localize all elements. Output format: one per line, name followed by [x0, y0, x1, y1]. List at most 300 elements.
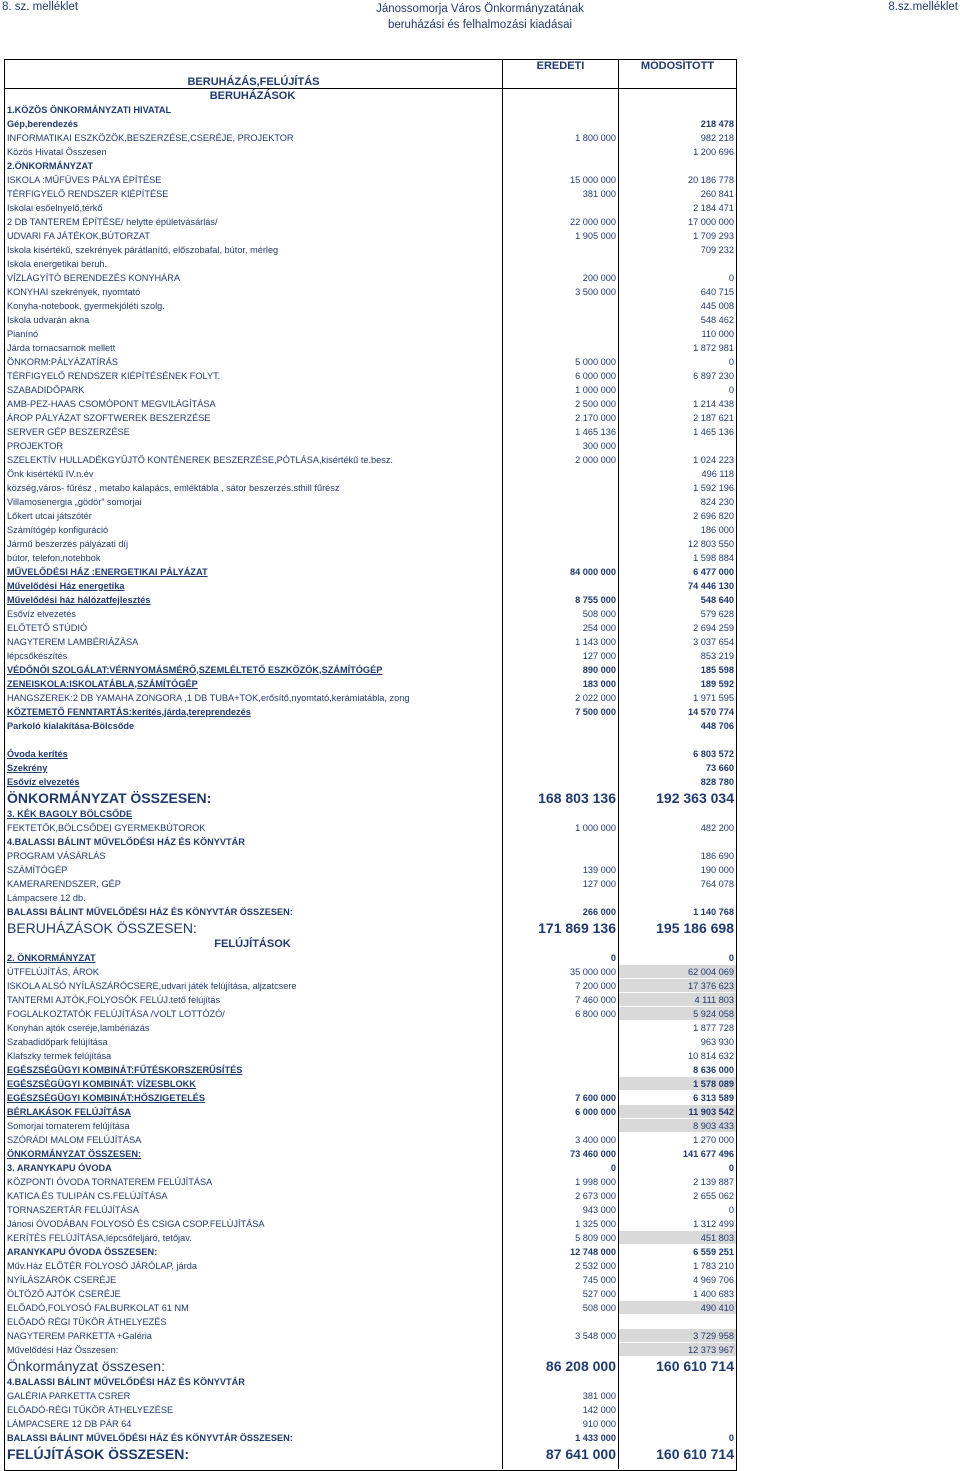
row-original-value [503, 313, 619, 327]
row-description: Konyha-notebook, gyermekjóléti szolg. [7, 300, 165, 311]
row-original-value [503, 327, 619, 341]
table-row [5, 821, 737, 835]
row-original-value: 1 143 000 [575, 636, 616, 647]
row-description: SERVER GÉP BESZERZÉSE [7, 426, 130, 437]
row-description: ELŐTETŐ STÚDIÓ [7, 622, 88, 633]
row-modified-value: 62 004 069 [619, 965, 737, 979]
row-original-value [503, 467, 619, 481]
row-description: SZÓRÁDI MALOM FELÚJÍTÁSA [7, 1134, 142, 1145]
table-row [5, 607, 737, 621]
table-row [5, 551, 737, 565]
table-row [5, 355, 737, 369]
row-modified-value: 1 140 768 [693, 906, 734, 917]
row-original-value [503, 257, 619, 271]
table-row [5, 891, 737, 905]
row-modified-value [619, 1417, 737, 1431]
row-original-value [503, 891, 619, 905]
row-original-value: 5 809 000 [575, 1232, 616, 1243]
row-modified-value: 12 373 967 [619, 1343, 737, 1357]
row-original-value: 0 [610, 952, 616, 963]
row-original-value [503, 201, 619, 215]
row-modified-value [619, 1403, 737, 1417]
row-description: ÚTFELÚJÍTÁS, ÁROK [7, 966, 99, 977]
row-modified-value: 963 930 [700, 1036, 734, 1047]
row-original-value: 508 000 [582, 1302, 616, 1313]
row-description: TÉRFIGYELŐ RENDSZER KIÉPÍTÉSÉNEK FOLYT. [7, 370, 221, 381]
table-row [5, 1007, 737, 1021]
row-description: bútor, telefon,notebbok [7, 552, 101, 563]
table-header-row [5, 60, 737, 89]
row-description: 1.KÖZÖS ÖNKORMÁNYZATI HIVATAL [7, 104, 172, 115]
row-modified-value: 260 841 [700, 188, 734, 199]
row-modified-value: 448 706 [700, 720, 734, 731]
row-original-value: 35 000 000 [570, 966, 616, 977]
row-modified-value: 20 186 778 [688, 174, 734, 185]
table-row [5, 481, 737, 495]
row-description: LÁMPACSERE 12 DB PÁR 64 [7, 1418, 132, 1429]
row-description: Óvoda kerítés [7, 748, 68, 759]
table-row [5, 1049, 737, 1063]
row-modified-value: 982 218 [700, 132, 734, 143]
row-description: TANTERMI AJTÓK,FOLYOSÓK FELÚJ.tető felújítás [7, 994, 221, 1005]
row-description: 3. KÉK BAGOLY BÖLCSŐDE [7, 808, 133, 819]
table-row [5, 1105, 737, 1119]
row-description: TÉRFIGYELŐ RENDSZER KIÉPÍTÉSE [7, 188, 169, 199]
row-original-value: 910 000 [582, 1418, 616, 1429]
row-description: Műv.Ház ELŐTÉR FOLYOSÓ JÁRÓLAP, járda [7, 1260, 197, 1271]
table-row [5, 285, 737, 299]
header-left: 8. sz. melléklet [2, 1, 79, 13]
row-description: ISKOLA ALSÓ NYÍLÁSZÁRÓCSERE,udvari játék felújítása, aljzatcsere [7, 980, 297, 991]
row-modified-value: 1 024 223 [693, 454, 734, 465]
row-original-value [503, 719, 619, 733]
table-row [5, 1375, 737, 1389]
row-original-value: 142 000 [582, 1404, 616, 1415]
row-modified-value: 3 729 958 [619, 1329, 737, 1343]
section-heading: BERUHÁZÁSOK [209, 89, 296, 102]
row-description: Klafszky termek felújítása [7, 1050, 112, 1061]
row-original-value: 183 000 [582, 678, 616, 689]
row-original-value [503, 509, 619, 523]
col-eredeti-text: EREDETI [536, 60, 585, 72]
row-description: Számítógép konfiguráció [7, 524, 109, 535]
row-description [5, 733, 503, 747]
row-original-value [503, 807, 619, 821]
row-description: TORNASZERTÁR FELÚJÍTÁSA [7, 1204, 139, 1215]
row-modified-value: 74 446 130 [688, 580, 734, 591]
row-modified-value [619, 1375, 737, 1389]
row-description: Művelődési Ház Összesen: [7, 1344, 119, 1355]
row-modified-value: 185 598 [700, 664, 734, 675]
row-description: Konyhán ajtók cseréje,lambériázás [7, 1022, 150, 1033]
row-original-value: 943 000 [582, 1204, 616, 1215]
section-heading-row [5, 89, 737, 103]
row-original-value: 87 641 000 [545, 1445, 616, 1462]
row-original-value: 127 000 [582, 878, 616, 889]
row-original-value: 2 673 000 [575, 1190, 616, 1201]
empty-cell [619, 937, 737, 951]
row-original-value: 2 000 000 [575, 454, 616, 465]
row-original-value: 1 000 000 [575, 384, 616, 395]
row-original-value [503, 733, 619, 747]
row-description: KÖZPONTI ÓVODA TORNATEREM FELÚJÍTÁSA [7, 1176, 213, 1187]
table-row [5, 243, 737, 257]
row-modified-value: 3 037 654 [693, 636, 734, 647]
row-original-value [503, 1035, 619, 1049]
table-row [5, 691, 737, 705]
table-row [5, 649, 737, 663]
row-modified-value [619, 439, 737, 453]
row-modified-value: 6 477 000 [693, 566, 734, 577]
row-description: Iskola udvarán akna [7, 314, 90, 325]
row-modified-value: 0 [728, 1162, 734, 1173]
row-modified-value: 0 [728, 384, 734, 395]
row-original-value: 8 755 000 [575, 594, 616, 605]
table-row [5, 1217, 737, 1231]
row-modified-value: 1 877 728 [693, 1022, 734, 1033]
row-modified-value [619, 1315, 737, 1329]
row-description: KAMERARENDSZER, GÉP [7, 878, 121, 889]
row-original-value: 6 800 000 [575, 1008, 616, 1019]
table-row [5, 453, 737, 467]
section-heading: FELÚJÍTÁSOK [214, 937, 291, 950]
row-original-value: 7 200 000 [575, 980, 616, 991]
table-row [5, 131, 737, 145]
row-description: Villamosenergia „gödör” somorjai [7, 496, 142, 507]
row-original-value [503, 551, 619, 565]
table-title-text: BERUHÁZÁS,FELÚJÍTÁS [187, 76, 320, 88]
row-description: PROJEKTOR [7, 440, 63, 451]
row-modified-value: 0 [728, 1432, 734, 1443]
row-original-value: 1 800 000 [575, 132, 616, 143]
row-description: KONYHAI szekrények, nyomtató [7, 286, 141, 297]
row-modified-value: 548 462 [700, 314, 734, 325]
table-row [5, 719, 737, 733]
row-modified-value: 1 312 499 [693, 1218, 734, 1229]
table-row [5, 271, 737, 285]
row-modified-value: 1 200 696 [693, 146, 734, 157]
row-original-value [503, 159, 619, 173]
row-original-value: 7 460 000 [575, 994, 616, 1005]
row-description: VÍZLÁGYÍTÓ BERENDEZÉS KONYHÁRA [7, 272, 181, 283]
table-row [5, 807, 737, 821]
row-modified-value: 73 660 [705, 762, 734, 773]
table-row [5, 877, 737, 891]
row-original-value [503, 243, 619, 257]
row-modified-value: 12 803 550 [688, 538, 734, 549]
row-description: BALASSI BÁLINT MŰVELŐDÉSI HÁZ ÉS KÖNYVTÁR ÖSSZESEN: [7, 906, 293, 917]
row-description: ÖNKORMÁNYZAT ÖSSZESEN: [7, 789, 212, 806]
row-original-value: 381 000 [582, 188, 616, 199]
table-row [5, 537, 737, 551]
row-description: PROGRAM VÁSÁRLÁS [7, 850, 106, 861]
row-modified-value: 1 578 089 [619, 1077, 737, 1091]
row-modified-value [619, 733, 737, 747]
row-modified-value: 853 219 [700, 650, 734, 661]
row-description: FOGLALKOZTATÓK FELÚJÍTÁSA /VOLT LOTTÓZÓ/ [7, 1008, 225, 1019]
row-description: Esővíz elvezetés [7, 608, 76, 619]
row-modified-value: 0 [728, 1204, 734, 1215]
row-modified-value: 0 [728, 272, 734, 283]
empty-cell [619, 89, 737, 103]
row-description: Lőkert utcai játszótér [7, 510, 92, 521]
row-modified-value: 186 000 [700, 524, 734, 535]
table-row [5, 159, 737, 173]
table-row [5, 425, 737, 439]
table-row [5, 621, 737, 635]
row-description: KATICA ÉS TULIPÁN CS.FELÚJÍTÁSA [7, 1190, 168, 1201]
row-modified-value: 14 570 774 [688, 706, 734, 717]
table-row [5, 951, 737, 965]
row-modified-value: 0 [728, 356, 734, 367]
row-description: 2.ÖNKORMÁNYZAT [7, 160, 94, 171]
row-original-value: 139 000 [582, 864, 616, 875]
row-modified-value: 17 000 000 [688, 216, 734, 227]
table-row [5, 299, 737, 313]
table-row [5, 215, 737, 229]
row-modified-value: 451 803 [619, 1231, 737, 1245]
row-description: 4.BALASSI BÁLINT MŰVELŐDÉSI HÁZ ÉS KÖNYVTÁR [7, 1376, 245, 1387]
row-original-value: 73 460 000 [570, 1148, 616, 1159]
row-original-value: 2 170 000 [575, 412, 616, 423]
row-original-value [503, 775, 619, 789]
row-modified-value: 709 232 [700, 244, 734, 255]
table-row [5, 1273, 737, 1287]
row-modified-value: 2 187 621 [693, 412, 734, 423]
col-modositott-header [619, 60, 737, 89]
row-description: Szabadidőpark felújítása [7, 1036, 108, 1047]
row-modified-value: 764 078 [700, 878, 734, 889]
table-row [5, 1403, 737, 1417]
row-modified-value [619, 807, 737, 821]
table-row [5, 919, 737, 937]
row-description: ARANYKAPU ÓVODA ÖSSZESEN: [7, 1246, 158, 1257]
row-description: VÉDŐNŐI SZOLGÁLAT:VÉRNYOMÁSMÉRŐ,SZEMLÉLTETŐ ESZKÖZÖK,SZÁMÍTÓGÉP [7, 664, 383, 675]
empty-cell [503, 937, 619, 951]
table-row [5, 1445, 737, 1463]
row-description: ÖLTÖZŐ AJTÓK CSERÉJE [7, 1288, 121, 1299]
row-original-value: 890 000 [582, 664, 616, 675]
row-original-value: 2 532 000 [575, 1260, 616, 1271]
row-original-value [503, 579, 619, 593]
row-description: Közös Hivatal Összesen [7, 146, 107, 157]
row-description: község,város- fűrész , metabo kalapács, emléktábla , sátor beszerzés.sthill fűrész [7, 482, 340, 493]
row-modified-value: 828 780 [700, 776, 734, 787]
row-description: 4.BALASSI BÁLINT MŰVELŐDÉSI HÁZ ÉS KÖNYVTÁR [7, 836, 245, 847]
section-heading-row [5, 937, 737, 951]
row-modified-value: 218 478 [700, 118, 734, 129]
table-row [5, 979, 737, 993]
table-row [5, 733, 737, 747]
row-original-value: 6 000 000 [575, 1106, 616, 1117]
row-modified-value: 1 592 196 [693, 482, 734, 493]
row-modified-value: 490 410 [619, 1301, 737, 1315]
row-modified-value: 6 897 230 [693, 370, 734, 381]
row-original-value: 200 000 [582, 272, 616, 283]
row-description: Jánosi ÓVODÁBAN FOLYOSÓ ÉS CSIGA CSOP.FELÚJÍTÁSA [7, 1218, 265, 1229]
row-original-value: 168 803 136 [538, 789, 616, 806]
row-original-value [503, 761, 619, 775]
row-original-value: 745 000 [582, 1274, 616, 1285]
row-original-value: 171 869 136 [538, 919, 616, 936]
row-modified-value: 1 971 595 [693, 692, 734, 703]
row-modified-value: 548 640 [700, 594, 734, 605]
row-description: BERUHÁZÁSOK ÖSSZESEN: [7, 919, 197, 936]
header-title-line2: beruházási és felhalmozási kiadásai [387, 19, 573, 31]
row-description: Iskola kisértékű, szekrények párátlanító, előszobafal, bútor, mérleg [7, 244, 279, 255]
row-description: NYÍLÁSZÁRÓK CSERÉJE [7, 1274, 117, 1285]
table-row [5, 635, 737, 649]
row-modified-value: 2 694 259 [693, 622, 734, 633]
row-description: Parkoló kialakítása-Bölcsőde [7, 720, 135, 731]
row-original-value: 12 748 000 [570, 1246, 616, 1257]
table-row [5, 341, 737, 355]
row-description: Iskolai esőelnyelő,térkő [7, 202, 103, 213]
row-original-value [503, 523, 619, 537]
row-description: ISKOLA :MŰFÜVES PÁLYA ÉPÍTÉSE [7, 174, 162, 185]
row-original-value [503, 849, 619, 863]
row-description: EGÉSZSÉGÜGYI KOMBINÁT:HŐSZIGETELÉS [7, 1092, 206, 1103]
table-row [5, 145, 737, 159]
row-description: ÁROP PÁLYÁZAT SZOFTWEREK BESZERZÉSE [7, 412, 211, 423]
row-modified-value: 11 903 542 [619, 1105, 737, 1119]
row-original-value: 266 000 [582, 906, 616, 917]
table-title [5, 60, 503, 89]
table-row [5, 383, 737, 397]
row-description: ÖNKORM:PÁLYÁZATÍRÁS [7, 356, 118, 367]
row-modified-value: 10 814 632 [688, 1050, 734, 1061]
row-original-value: 2 022 000 [575, 692, 616, 703]
row-description: UDVARI FA JÁTÉKOK,BÚTORZAT [7, 230, 150, 241]
row-description: ELŐADÓ,FOLYOSÓ FALBURKOLAT 61 NM [7, 1302, 189, 1313]
row-description: Járda tornacsarnok mellett [7, 342, 116, 353]
table-row [5, 593, 737, 607]
table-row [5, 411, 737, 425]
table-row [5, 905, 737, 919]
table-row [5, 1077, 737, 1091]
table-row [5, 1063, 737, 1077]
row-modified-value: 1 709 293 [693, 230, 734, 241]
table-row [5, 1315, 737, 1329]
row-modified-value: 1 872 981 [693, 342, 734, 353]
row-description: MŰVELŐDÉSI HÁZ :ENERGETIKAI PÁLYÁZAT [7, 566, 208, 577]
row-original-value: 254 000 [582, 622, 616, 633]
table-row [5, 863, 737, 877]
row-original-value: 84 000 000 [570, 566, 616, 577]
row-original-value: 300 000 [582, 440, 616, 451]
row-original-value [503, 1119, 619, 1133]
row-original-value [503, 481, 619, 495]
table-row [5, 495, 737, 509]
empty-cell [503, 89, 619, 103]
row-modified-value: 186 690 [700, 850, 734, 861]
table-row [5, 439, 737, 453]
row-modified-value: 5 924 058 [619, 1007, 737, 1021]
row-modified-value [619, 103, 737, 117]
table-row [5, 229, 737, 243]
table-row [5, 1357, 737, 1375]
row-modified-value: 110 000 [701, 328, 734, 339]
row-description: KÖZTEMETŐ FENNTARTÁS:kerítés,járda,tereprendezés [7, 706, 251, 717]
row-original-value: 381 000 [582, 1390, 616, 1401]
row-description: NAGYTEREM LAMBÉRIÁZÁSA [7, 636, 139, 647]
row-description: Önkormányzat összesen: [7, 1357, 165, 1374]
row-original-value: 1 998 000 [575, 1176, 616, 1187]
row-original-value: 508 000 [582, 608, 616, 619]
row-description: ZENEISKOLA:ISKOLATÁBLA,SZÁMÍTÓGÉP [7, 678, 198, 689]
table-row [5, 965, 737, 979]
table-body [5, 89, 737, 1463]
row-original-value [503, 341, 619, 355]
table-row [5, 1203, 737, 1217]
row-original-value [503, 1315, 619, 1329]
row-description: ÖNKORMÁNYZAT ÖSSZESEN: [7, 1148, 142, 1159]
row-modified-value: 1 400 683 [693, 1288, 734, 1299]
table-row [5, 467, 737, 481]
row-modified-value: 2 139 887 [693, 1176, 734, 1187]
table-row [5, 1035, 737, 1049]
row-description: Iskola energetikai beruh. [7, 258, 108, 269]
row-modified-value: 445 008 [700, 300, 734, 311]
row-original-value [503, 747, 619, 761]
table-row [5, 835, 737, 849]
row-description: ELŐADÓ-RÉGI TÜKÖR ÁTHELYEZÉSE [7, 1404, 174, 1415]
table-row [5, 397, 737, 411]
row-modified-value: 17 376 623 [619, 979, 737, 993]
row-description: Lámpacsere 12 db. [7, 892, 86, 903]
row-original-value [503, 103, 619, 117]
row-original-value [503, 537, 619, 551]
header-title [280, 1, 680, 33]
table-row [5, 313, 737, 327]
row-original-value: 7 600 000 [575, 1092, 616, 1103]
page-header [0, 0, 960, 34]
row-original-value: 3 500 000 [575, 286, 616, 297]
row-modified-value: 141 677 496 [682, 1148, 734, 1159]
table-row [5, 1189, 737, 1203]
row-modified-value [619, 891, 737, 905]
table-row [5, 1389, 737, 1403]
row-original-value [503, 1077, 619, 1091]
table-row [5, 117, 737, 131]
row-description: Önk kisértékű IV.n.év [7, 468, 94, 479]
table-row [5, 565, 737, 579]
table-row [5, 173, 737, 187]
row-modified-value: 190 000 [700, 864, 734, 875]
row-modified-value [619, 1389, 737, 1403]
row-modified-value: 160 610 714 [656, 1445, 734, 1462]
table-row [5, 747, 737, 761]
table-row [5, 1021, 737, 1035]
table-row [5, 369, 737, 383]
row-original-value [503, 299, 619, 313]
row-original-value [503, 495, 619, 509]
row-description: Jármű beszerzés pályázati díj [7, 538, 129, 549]
row-description: Gép,berendezés [7, 118, 78, 129]
header-right: 8.sz.melléklet [888, 1, 958, 13]
table-row [5, 1329, 737, 1343]
row-description: NAGYTEREM PARKETTA +Galéria [7, 1330, 152, 1341]
row-description: ELŐADÓ RÉGI TÜKÖR ÁTHELYEZÉS [7, 1316, 167, 1327]
row-modified-value: 6 313 589 [693, 1092, 734, 1103]
row-modified-value: 195 186 698 [656, 919, 734, 936]
row-modified-value: 579 628 [700, 608, 734, 619]
col-modositott-text: MÓDOSÍTOTT [640, 60, 715, 72]
table-row [5, 327, 737, 341]
table-row [5, 1161, 737, 1175]
row-modified-value: 1 465 136 [693, 426, 734, 437]
table-row [5, 509, 737, 523]
